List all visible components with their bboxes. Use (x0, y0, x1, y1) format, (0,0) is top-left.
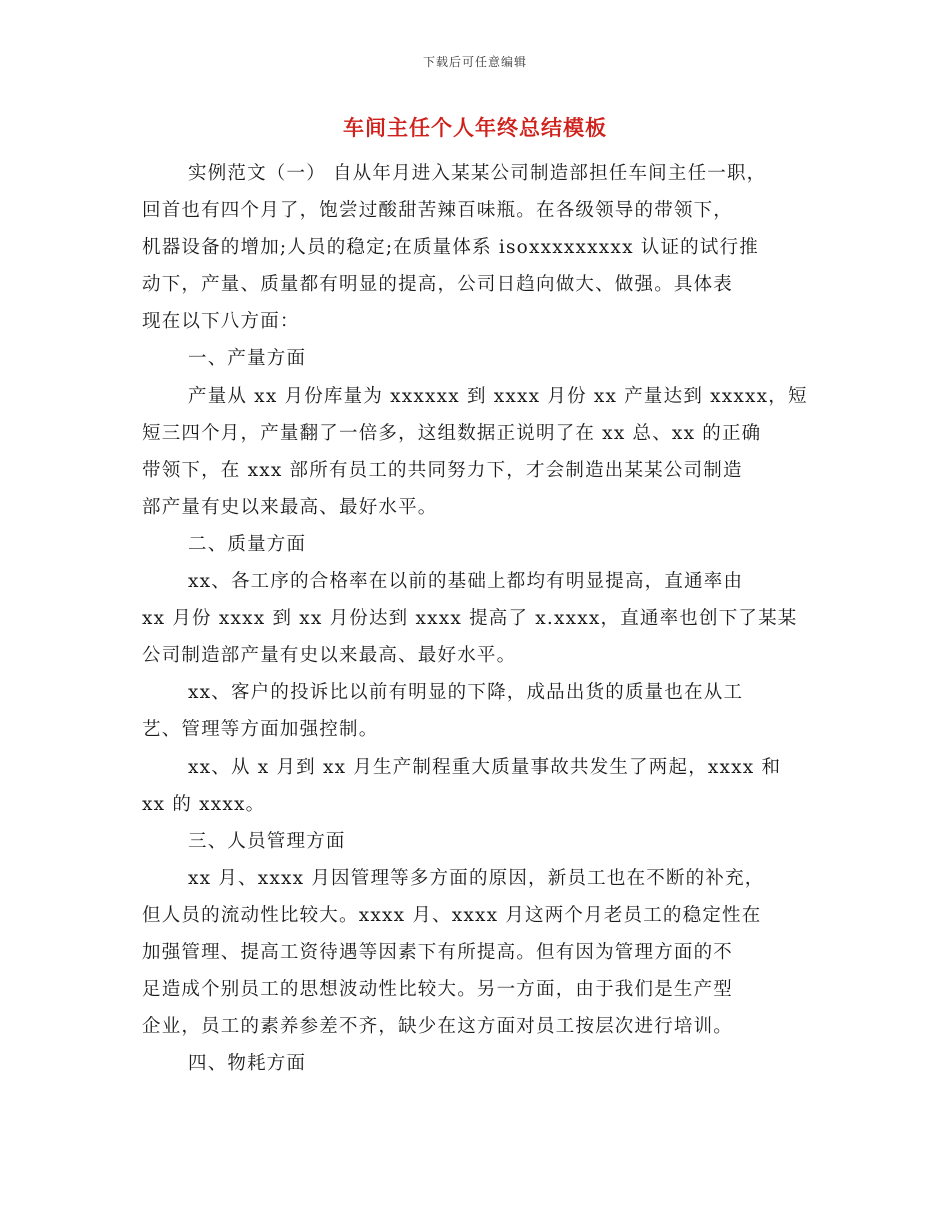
body-line: 动下，产量、质量都有明显的提高，公司日趋向做大、做强。具体表 (142, 274, 734, 296)
body-line: 企业，员工的素养参差不齐，缺少在这方面对员工按层次进行培训。 (142, 1016, 734, 1038)
body-line: 短三四个月，产量翻了一倍多，这组数据正说明了在 xx 总、xx 的正确 (142, 422, 762, 444)
body-line: 机器设备的增加;人员的稳定;在质量体系 isoxxxxxxxxx 认证的试行推 (142, 237, 759, 259)
body-line: 公司制造部产量有史以来最高、最好水平。 (142, 645, 517, 667)
body-line: xx、从 x 月到 xx 月生产制程重大质量事故共发生了两起，xxxx 和 (188, 756, 782, 778)
body-line: xx 的 xxxx。 (142, 793, 266, 815)
body-line: 四、物耗方面 (188, 1053, 307, 1075)
body-line: 部产量有史以来最高、最好水平。 (142, 496, 438, 518)
body-line: xx、各工序的合格率在以前的基础上都均有明显提高，直通率由 (188, 571, 744, 593)
body-line: xx 月、xxxx 月因管理等多方面的原因，新员工也在不断的补充， (188, 867, 765, 889)
body-line: 艺、管理等方面加强控制。 (142, 719, 379, 741)
body-line: 但人员的流动性比较大。xxxx 月、xxxx 月这两个月老员工的稳定性在 (142, 904, 762, 926)
body-line: 二、质量方面 (188, 533, 307, 555)
header-note: 下载后可任意编辑 (422, 55, 527, 69)
body-line: 带领下，在 xxx 部所有员工的共同努力下，才会制造出某某公司制造 (142, 459, 743, 481)
body-line: 产量从 xx 月份库量为 xxxxxx 到 xxxx 月份 xx 产量达到 xxxxx，短 (188, 385, 808, 407)
body-line: 三、人员管理方面 (188, 830, 346, 852)
document-body (142, 155, 822, 1082)
body-line: xx 月份 xxxx 到 xx 月份达到 xxxx 提高了 x.xxxx，直通率也创下了某某 (142, 608, 798, 630)
body-line: 足造成个别员工的思想波动性比较大。另一方面，由于我们是生产型 (142, 979, 734, 1001)
document-title: 车间主任个人年终总结模板 (343, 115, 607, 140)
body-line: 现在以下八方面： (142, 311, 300, 333)
body-line: 实例范文（一） 自从年月进入某某公司制造部担任车间主任一职， (188, 163, 767, 184)
body-line: xx、客户的投诉比以前有明显的下降，成品出货的质量也在从工 (188, 682, 744, 704)
body-line: 一、产量方面 (188, 348, 307, 370)
body-line: 回首也有四个月了，饱尝过酸甜苦辣百味瓶。在各级领导的带领下， (142, 200, 734, 222)
body-line: 加强管理、提高工资待遇等因素下有所提高。但有因为管理方面的不 (142, 941, 734, 963)
